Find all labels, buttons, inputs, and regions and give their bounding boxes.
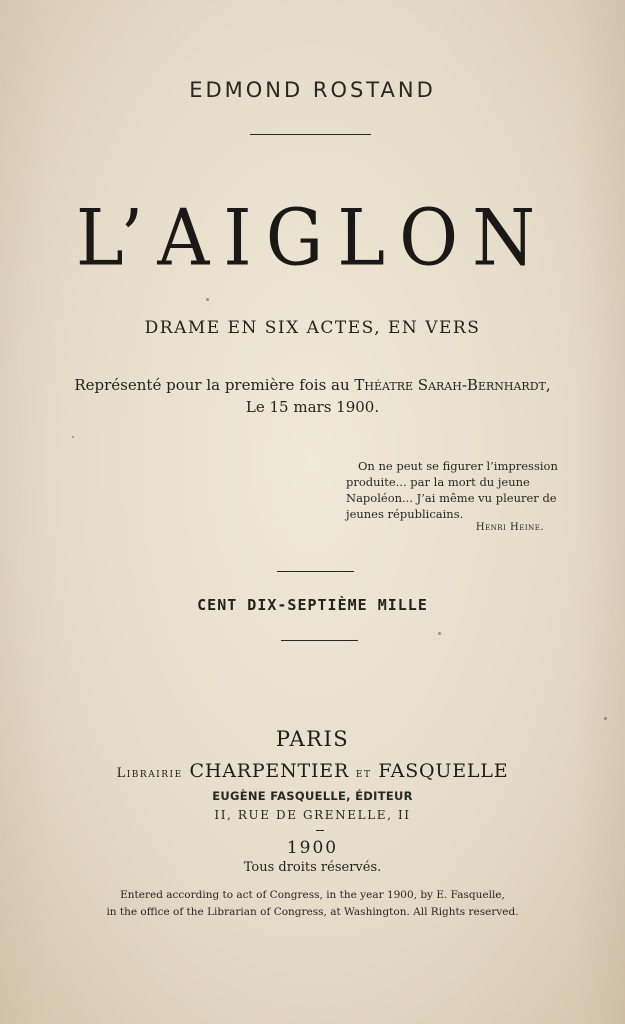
imprint-editor: EUGÈNE FASQUELLE, ÉDITEUR [212,789,413,803]
author-name: EDMOND ROSTAND [189,78,436,102]
publisher-name-1: CHARPENTIER [189,760,350,782]
rule-middle [277,571,354,572]
imprint-city: PARIS [275,727,350,751]
epigraph-line: On ne peut se figurer l’impression [358,459,558,473]
paper-speck [72,436,74,438]
premiere-date: Le 15 mars 1900. [245,398,380,416]
premiere-note [0,374,625,418]
subtitle: DRAME EN SIX ACTES, EN VERS [144,318,481,338]
epigraph-attribution: Henri Heine. [475,522,544,533]
imprint-address: II, RUE DE GRENELLE, II [214,808,411,822]
book-title: L’AIGLON [75,192,550,283]
copyright-line-1: Entered according to act of Congress, in the year 1900, by E. Fasquelle, [120,889,505,901]
edition-statement: CENT DIX-SEPTIÈME MILLE [197,596,428,614]
publisher-conjunction: et [355,766,372,781]
rule-lower [281,640,358,641]
paper-speck [438,632,441,635]
rule-dash [316,830,324,831]
epigraph-line: produite... par la mort du jeune [346,475,530,489]
publisher-prefix: Librairie [116,766,183,781]
paper-speck [604,717,607,720]
copyright-notice [0,887,625,921]
imprint-year: 1900 [286,838,339,858]
publisher-name-2: FASQUELLE [378,760,509,782]
epigraph [346,458,564,522]
rule-top [250,134,371,135]
rights-statement: Tous droits réservés. [243,860,382,875]
premiere-prefix: Représenté pour la première fois au [74,376,355,394]
epigraph-line: jeunes républicains. [346,507,464,521]
premiere-theatre: Théatre Sarah-Bernhardt, [354,376,551,394]
paper-speck [206,298,209,301]
epigraph-line: Napoléon... J’ai même vu pleurer de [346,491,557,505]
imprint-publisher [0,760,625,782]
copyright-line-2: in the office of the Librarian of Congress, at Washington. All Rights reserved. [106,906,519,918]
